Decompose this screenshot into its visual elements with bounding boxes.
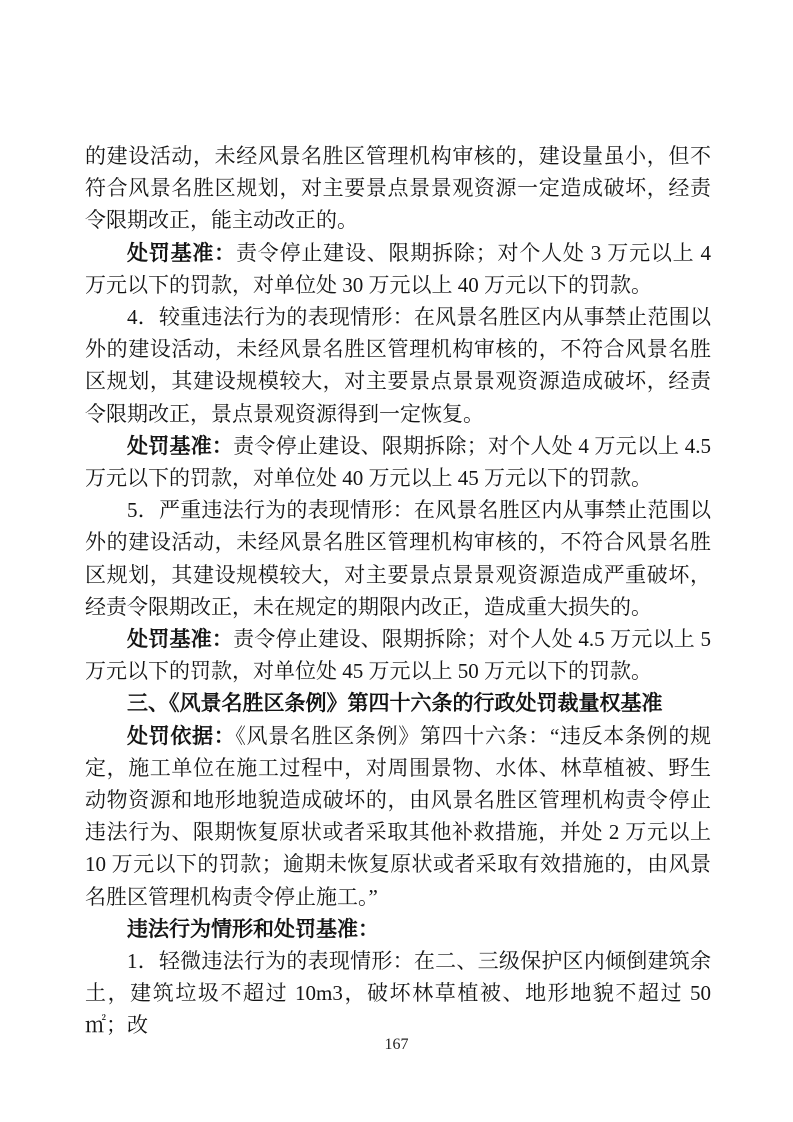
penalty-standard-paragraph — [85, 237, 711, 301]
paragraph-text: 1．轻微违法行为的表现情形：在二、三级保护区内倾倒建筑余土，建筑垃圾不超过 10m3，破坏林草植被、地形地貌不超过 50 ㎡；改 — [85, 949, 711, 1038]
penalty-basis-label: 处罚依据： — [127, 723, 236, 748]
paragraph-text: 的建设活动，未经风景名胜区管理机构审核的，建设量虽小，但不符合风景名胜区规划，对主要景点景景观资源一定造成破坏，经责令限期改正，能主动改正的。 — [85, 144, 711, 233]
item-4-paragraph — [85, 301, 711, 430]
penalty-basis-paragraph — [85, 720, 711, 913]
document-body — [85, 140, 711, 1042]
penalty-standard-label: 处罚基准： — [127, 627, 234, 652]
item-1-paragraph — [85, 945, 711, 1042]
penalty-standard-label: 处罚基准： — [127, 240, 236, 265]
penalty-standard-paragraph — [85, 430, 711, 494]
paragraph-text: 4．较重违法行为的表现情形：在风景名胜区内从事禁止范围以外的建设活动，未经风景名胜区管理机构审核的，不符合风景名胜区规划，其建设规模较大，对主要景点景景观资源造成破坏，经责令限期改正，景点景观资源得到一定恢复。 — [85, 305, 711, 426]
paragraph-text: 5．严重违法行为的表现情形：在风景名胜区内从事禁止范围以外的建设活动，未经风景名胜区管理机构审核的，不符合风景名胜区规划，其建设规模较大，对主要景点景景观资源造成严重破坏，经责令限期改正，未在规定的期限内改正，造成重大损失的。 — [85, 498, 711, 619]
heading-text: 三、《风景名胜区条例》第四十六条的行政处罚裁量权基准 — [127, 691, 663, 716]
paragraph-text: 责令停止建设、限期拆除；对个人处 4 万元以上 4.5 万元以下的罚款，对单位处 40 万元以上 45 万元以下的罚款。 — [85, 433, 712, 491]
violations-subheading — [85, 913, 711, 945]
paragraph-text: 责令停止建设、限期拆除；对个人处 4.5 万元以上 5 万元以下的罚款，对单位处 45 万元以上 50 万元以下的罚款。 — [85, 627, 712, 684]
paragraph-text: 《风景名胜区条例》第四十六条：“违反本条例的规定，施工单位在施工过程中，对周围景物、水体、林草植被、野生动物资源和地形地貌造成破坏的，由风景名胜区管理机构责令停止违法行为、限期恢复原状或者采取其他补救措施，并处 2 万元以上 10 万元以下的罚款；逾期未恢复原状或者采取有效措施的，由风景名胜区管理机构责令停止施工。” — [85, 723, 712, 909]
penalty-standard-label: 处罚基准： — [127, 433, 234, 458]
section-3-heading — [85, 687, 711, 719]
paragraph-continuation — [85, 140, 711, 237]
paragraph-text: 责令停止建设、限期拆除；对个人处 3 万元以上 4 万元以下的罚款，对单位处 30 万元以上 40 万元以下的罚款。 — [85, 240, 712, 297]
page-number: 167 — [384, 1036, 409, 1053]
item-5-paragraph — [85, 494, 711, 623]
heading-text: 违法行为情形和处罚基准： — [127, 916, 379, 941]
penalty-standard-paragraph — [85, 623, 711, 687]
